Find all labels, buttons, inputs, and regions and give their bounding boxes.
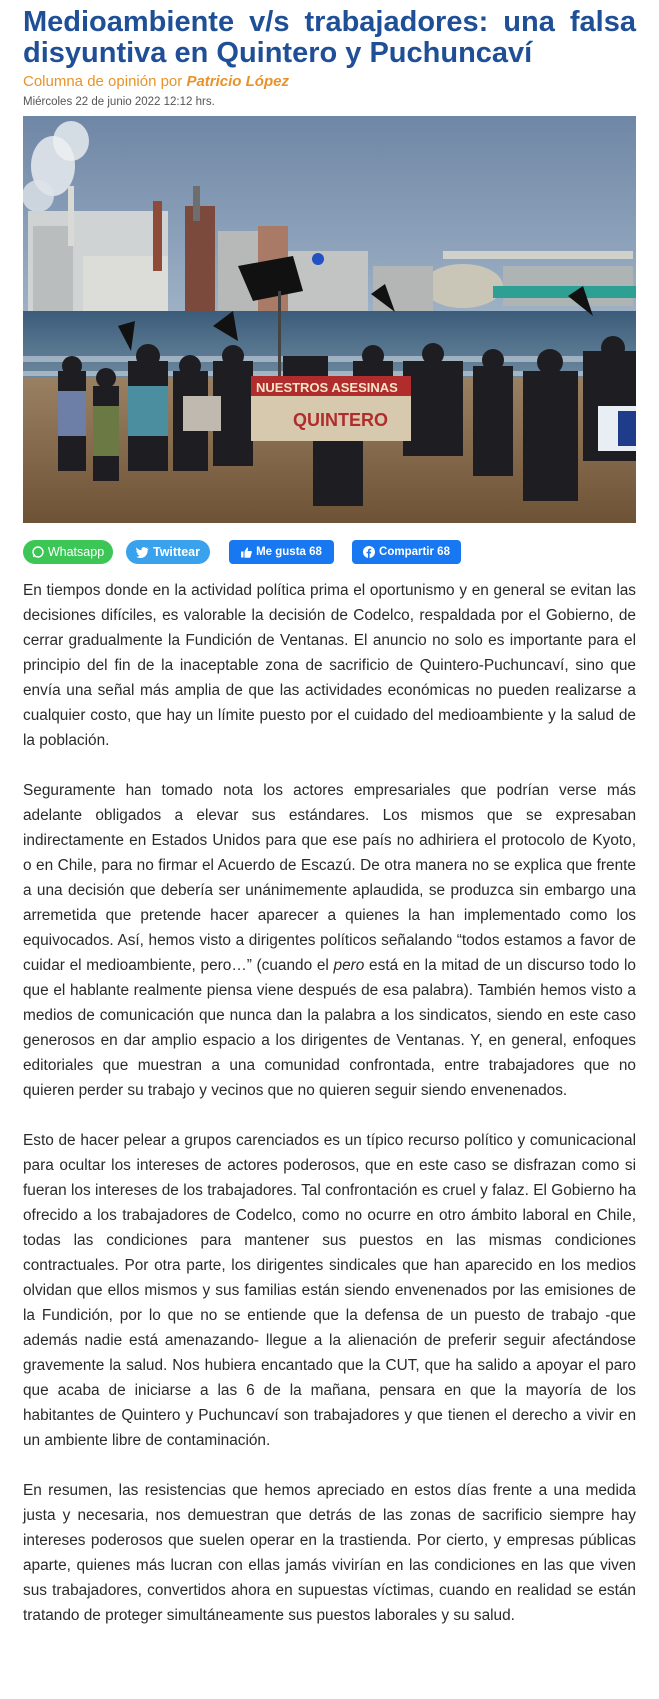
twitter-share-button[interactable] [126,540,210,564]
facebook-icon [363,546,375,558]
paragraph-3: Esto de hacer pelear a grupos carenciados es un típico recurso político y comunicacional para ocultar los intereses de actores poderosos, que en este caso se disfrazan como si fueran los intereses de los trabajadores. Tal confrontación es cruel y falaz. El Gobierno ha ofrecido a los trabajadores de Codelco, como no ocurre en otro ámbito laboral en Chile, todas las condiciones para mantener sus puestos en las mismas condiciones contractuales. Por otra parte, los dirigentes sindicales que han aparecido en los medios olvidan que ellos mismos y sus familias están siendo envenenados por las emisiones de la Fundición, por lo que no se entiende que la defensa de un puesto de trabajo -que además nadie está amenazando- llegue a la alienación de preferir seguir afectándose gravemente la salud. Nos hubiera encantado que la CUT, que ha salido a apoyar el paro que acaba de iniciarse a las 6 de la mañana, pensara en que la mayoría de los habitantes de Quintero y Puchuncaví son trabajadores y que tienen el derecho a vivir en un ambiente libre de contaminación. [23,1132,636,1449]
article-body [23,578,636,1628]
paragraph-1: En tiempos donde en la actividad política prima el oportunismo y en general se evitan las decisiones difíciles, es valorable la decisión de Codelco, respaldada por el Gobierno, de cerrar gradualmente la Fundición de Ventanas. El anuncio no solo es importante para el principio del fin de la inaceptable zona de sacrificio de Quintero-Puchuncaví, sino que envía una señal más amplia de que las actividades económicas no pueden realizarse a cualquier costo, que hay un límite puesto por el cuidado del medioambiente y la salud de la población. [23,582,636,749]
article-title: Medioambiente v/s trabajadores: una falsa disyuntiva en Quintero y Puchuncaví [23,6,636,69]
share-label: Compartir 68 [379,546,450,558]
share-bar [23,540,636,566]
paragraph-2 [23,778,636,1103]
byline [23,72,636,91]
facebook-share-button[interactable] [352,540,461,564]
twitter-bird-icon [136,547,149,558]
whatsapp-icon [32,546,44,558]
publish-date: Miércoles 22 de junio 2022 12:12 hrs. [23,96,215,108]
svg-text:QUINTERO: QUINTERO [293,410,389,430]
whatsapp-label: Whatsapp [47,545,105,559]
paragraph-2-part-2: está en la mitad de un discurso todo lo que el hablante realmente piensa viene después de esa palabra). También hemos visto a medios de comunicación que nunca dan la palabra a los sindicatos, siendo en este caso generosos en dar amplio espacio a los dirigentes de Ventanas. Y, en general, enfoques editoriales que muestran a una comunidad confrontada, entre trabajadores que no quieren perder su trabajo y vecinos que no quieren seguir siendo envenenados. [23,957,636,1099]
banner-text: NUESTROS ASESINAS [256,380,398,395]
byline-prefix: Columna de opinión por [23,73,187,90]
author-link[interactable]: Patricio López [186,73,289,90]
paragraph-2-italic: pero [333,957,365,974]
article-container [23,0,636,1653]
paragraph-4: En resumen, las resistencias que hemos apreciado en estos días frente a una medida justa y necesaria, nos demuestran que detrás de las zonas de sacrificio siempre hay intereses poderosos que suelen operar en la trastienda. Por cierto, y empresas públicas aparte, quienes más lucran con ellas jamás vivirían en las condiciones en las que viven sus trabajadores, convertidos ahora en supuestas víctimas, cuando en realidad se están tratando de proteger simultáneamente sus puestos laborales y su salud. [23,1482,636,1624]
like-label: Me gusta 68 [256,546,322,558]
article-photo [23,116,636,523]
twitter-label: Twittear [153,545,200,559]
thumbs-up-icon [241,547,252,558]
paragraph-2-part-1: Seguramente han tomado nota los actores empresariales que podrían verse más adelante obligados a elevar sus estándares. Los mismos que se expresaban indirectamente en Estados Unidos para que ese país no adhiriera el protocolo de Kyoto, o en Chile, para no firmar el Acuerdo de Escazú. De otra manera no se explica que frente a una decisión que debería ser unánimemente aplaudida, se produzca sin embargo una arremetida que pretende hacer aparecer a quienes la han implementado como los equivocados. Así, hemos visto a dirigentes políticos señalando “todos estamos a favor de cuidar el medioambiente, pero…” (cuando el [23,782,636,974]
facebook-like-button[interactable] [229,540,334,564]
whatsapp-share-button[interactable] [23,540,113,564]
